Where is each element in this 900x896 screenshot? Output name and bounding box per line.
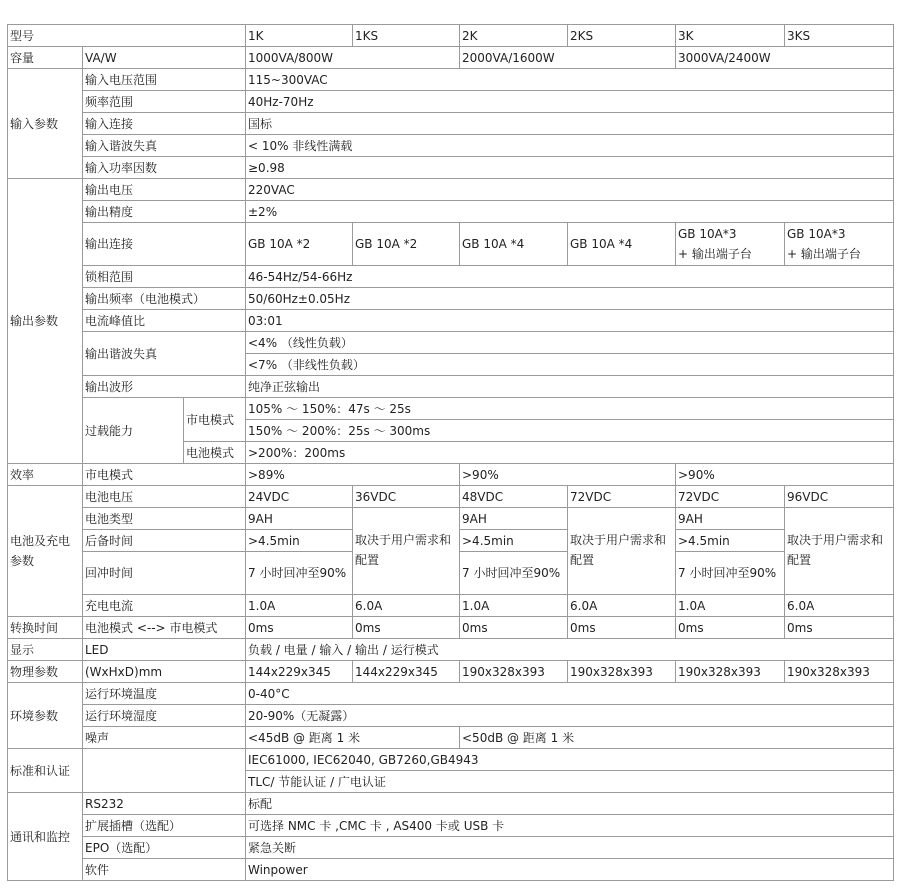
charge-current-3ks: 6.0A	[785, 595, 894, 617]
physical-label: (WxHxD)mm	[83, 661, 246, 683]
model-row	[8, 25, 894, 47]
env-humidity-row	[8, 705, 894, 727]
efficiency-row	[8, 464, 894, 486]
input-label: 频率范围	[83, 91, 246, 113]
output-connection-2k: GB 10A *4	[460, 223, 568, 266]
env-humidity-value: 20-90%（无凝露）	[246, 705, 894, 727]
freq-battery-label: 输出频率（电池模式）	[83, 288, 246, 310]
comms-label: RS232	[83, 793, 246, 815]
physical-2ks: 190x328x393	[568, 661, 676, 683]
crest-value: 03:01	[246, 310, 894, 332]
output-connection-1ks: GB 10A *2	[353, 223, 460, 266]
comms-value: 可选择 NMC 卡 ,CMC 卡 , AS400 卡或 USB 卡	[246, 815, 894, 837]
efficiency-group: 效率	[8, 464, 83, 486]
efficiency-3k: >90%	[676, 464, 894, 486]
output-connection-1k: GB 10A *2	[246, 223, 353, 266]
physical-1k: 144x229x345	[246, 661, 353, 683]
comms-group: 通讯和监控	[8, 793, 83, 881]
env-noise-2k3k: <50dB @ 距离 1 米	[460, 727, 894, 749]
transfer-3ks: 0ms	[785, 617, 894, 639]
physical-3ks: 190x328x393	[785, 661, 894, 683]
input-value: 国标	[246, 113, 894, 135]
output-precision-row	[8, 201, 894, 223]
recharge-time-label: 回冲时间	[83, 552, 246, 595]
output-connection-2ks: GB 10A *4	[568, 223, 676, 266]
battery-note-3ks: 取决于用户需求和配置	[785, 508, 894, 595]
env-temp-label: 运行环境温度	[83, 683, 246, 705]
input-value: 115~300VAC	[246, 69, 894, 91]
output-connection-3ks-line1: GB 10A*3	[787, 227, 846, 241]
output-connection-3k-line1: GB 10A*3	[678, 227, 737, 241]
charge-current-1k: 1.0A	[246, 595, 353, 617]
input-row	[8, 113, 894, 135]
comms-label: EPO（选配）	[83, 837, 246, 859]
comms-label: 扩展插槽（选配）	[83, 815, 246, 837]
battery-note-1ks: 取决于用户需求和配置	[353, 508, 460, 595]
transfer-3k: 0ms	[676, 617, 785, 639]
capacity-1k: 1000VA/800W	[246, 47, 460, 69]
thd-nonlinear-value: <7% （非线性负载）	[246, 354, 894, 376]
output-precision-label: 输出精度	[83, 201, 246, 223]
comms-value: Winpower	[246, 859, 894, 881]
env-noise-1k: <45dB @ 距离 1 米	[246, 727, 460, 749]
recharge-time-1k: 7 小时回冲至90%	[246, 552, 353, 595]
battery-type-row	[8, 508, 894, 530]
physical-row	[8, 661, 894, 683]
overload-line3: >200%：200ms	[246, 442, 894, 464]
output-connection-3k-line2: + 输出端子台	[678, 247, 752, 261]
input-label: 输入电压范围	[83, 69, 246, 91]
lock-range-value: 46-54Hz/54-66Hz	[246, 266, 894, 288]
display-value: 负载 / 电量 / 输入 / 输出 / 运行模式	[246, 639, 894, 661]
comms-label: 软件	[83, 859, 246, 881]
display-row	[8, 639, 894, 661]
lock-range-row	[8, 266, 894, 288]
transfer-label: 电池模式 <--> 市电模式	[83, 617, 246, 639]
standards-label-empty	[83, 749, 246, 793]
waveform-row	[8, 376, 894, 398]
output-connection-3k	[676, 223, 785, 266]
input-label: 输入谐波失真	[83, 135, 246, 157]
thd-linear-row	[8, 332, 894, 354]
env-noise-row	[8, 727, 894, 749]
efficiency-2k: >90%	[460, 464, 676, 486]
overload-mains-mode: 市电模式	[184, 398, 246, 442]
environment-group: 环境参数	[8, 683, 83, 749]
battery-voltage-label: 电池电压	[83, 486, 246, 508]
backup-time-1k: >4.5min	[246, 530, 353, 552]
comms-value: 标配	[246, 793, 894, 815]
capacity-label: VA/W	[83, 47, 246, 69]
input-row	[8, 135, 894, 157]
input-value: ≥0.98	[246, 157, 894, 179]
output-connection-row	[8, 223, 894, 266]
input-row	[8, 69, 894, 91]
standards-row-1	[8, 749, 894, 771]
freq-battery-row	[8, 288, 894, 310]
transfer-2k: 0ms	[460, 617, 568, 639]
backup-time-label: 后备时间	[83, 530, 246, 552]
lock-range-label: 锁相范围	[83, 266, 246, 288]
recharge-time-3k: 7 小时回冲至90%	[676, 552, 785, 595]
overload-line2: 150% ～ 200%：25s ～ 300ms	[246, 420, 894, 442]
comms-row	[8, 793, 894, 815]
env-humidity-label: 运行环境湿度	[83, 705, 246, 727]
input-row	[8, 91, 894, 113]
model-2ks: 2KS	[568, 25, 676, 47]
capacity-group: 容量	[8, 47, 83, 69]
battery-voltage-1k: 24VDC	[246, 486, 353, 508]
input-label: 输入连接	[83, 113, 246, 135]
battery-group: 电池及充电参数	[8, 486, 83, 617]
physical-3k: 190x328x393	[676, 661, 785, 683]
capacity-3k: 3000VA/2400W	[676, 47, 894, 69]
comms-row	[8, 837, 894, 859]
thd-label: 输出谐波失真	[83, 332, 246, 376]
overload-line1: 105% ～ 150%：47s ～ 25s	[246, 398, 894, 420]
spec-table	[7, 24, 894, 881]
efficiency-label: 市电模式	[83, 464, 246, 486]
display-label: LED	[83, 639, 246, 661]
model-1ks: 1KS	[353, 25, 460, 47]
charge-current-2k: 1.0A	[460, 595, 568, 617]
physical-2k: 190x328x393	[460, 661, 568, 683]
physical-group: 物理参数	[8, 661, 83, 683]
output-precision-value: ±2%	[246, 201, 894, 223]
input-value: < 10% 非线性满载	[246, 135, 894, 157]
charge-current-3k: 1.0A	[676, 595, 785, 617]
overload-battery-mode: 电池模式	[184, 442, 246, 464]
transfer-1ks: 0ms	[353, 617, 460, 639]
capacity-2k: 2000VA/1600W	[460, 47, 676, 69]
battery-voltage-3ks: 96VDC	[785, 486, 894, 508]
comms-row	[8, 815, 894, 837]
battery-voltage-1ks: 36VDC	[353, 486, 460, 508]
comms-value: 紧急关断	[246, 837, 894, 859]
model-1k: 1K	[246, 25, 353, 47]
battery-type-1k: 9AH	[246, 508, 353, 530]
battery-voltage-3k: 72VDC	[676, 486, 785, 508]
model-3k: 3K	[676, 25, 785, 47]
freq-battery-value: 50/60Hz±0.05Hz	[246, 288, 894, 310]
output-connection-label: 输出连接	[83, 223, 246, 266]
overload-row-1	[8, 398, 894, 420]
battery-voltage-2k: 48VDC	[460, 486, 568, 508]
battery-voltage-2ks: 72VDC	[568, 486, 676, 508]
charge-current-2ks: 6.0A	[568, 595, 676, 617]
battery-type-3k: 9AH	[676, 508, 785, 530]
transfer-row	[8, 617, 894, 639]
output-connection-3ks-line2: + 输出端子台	[787, 247, 861, 261]
model-3ks: 3KS	[785, 25, 894, 47]
display-group: 显示	[8, 639, 83, 661]
transfer-1k: 0ms	[246, 617, 353, 639]
output-voltage-label: 输出电压	[83, 179, 246, 201]
standards-line1: IEC61000, IEC62040, GB7260,GB4943	[246, 749, 894, 771]
crest-row	[8, 310, 894, 332]
env-temp-value: 0-40°C	[246, 683, 894, 705]
battery-voltage-row	[8, 486, 894, 508]
charge-current-1ks: 6.0A	[353, 595, 460, 617]
output-voltage-value: 220VAC	[246, 179, 894, 201]
standards-group: 标准和认证	[8, 749, 83, 793]
model-2k: 2K	[460, 25, 568, 47]
backup-time-2k: >4.5min	[460, 530, 568, 552]
waveform-value: 纯净正弦输出	[246, 376, 894, 398]
capacity-row	[8, 47, 894, 69]
transfer-2ks: 0ms	[568, 617, 676, 639]
input-label: 输入功率因数	[83, 157, 246, 179]
input-group: 输入参数	[8, 69, 83, 179]
charge-current-label: 充电电流	[83, 595, 246, 617]
env-temp-row	[8, 683, 894, 705]
overload-label: 过载能力	[83, 398, 184, 464]
model-header-label: 型号	[8, 25, 246, 47]
backup-time-3k: >4.5min	[676, 530, 785, 552]
transfer-group: 转换时间	[8, 617, 83, 639]
efficiency-1k: >89%	[246, 464, 460, 486]
crest-label: 电流峰值比	[83, 310, 246, 332]
battery-note-2ks: 取决于用户需求和配置	[568, 508, 676, 595]
charge-current-row	[8, 595, 894, 617]
battery-type-label: 电池类型	[83, 508, 246, 530]
standards-line2: TLC/ 节能认证 / 广电认证	[246, 771, 894, 793]
input-row	[8, 157, 894, 179]
env-noise-label: 噪声	[83, 727, 246, 749]
recharge-time-2k: 7 小时回冲至90%	[460, 552, 568, 595]
output-connection-3ks	[785, 223, 894, 266]
battery-type-2k: 9AH	[460, 508, 568, 530]
output-group: 输出参数	[8, 179, 83, 464]
output-voltage-row	[8, 179, 894, 201]
thd-linear-value: <4% （线性负载）	[246, 332, 894, 354]
input-value: 40Hz-70Hz	[246, 91, 894, 113]
waveform-label: 输出波形	[83, 376, 246, 398]
physical-1ks: 144x229x345	[353, 661, 460, 683]
comms-row	[8, 859, 894, 881]
